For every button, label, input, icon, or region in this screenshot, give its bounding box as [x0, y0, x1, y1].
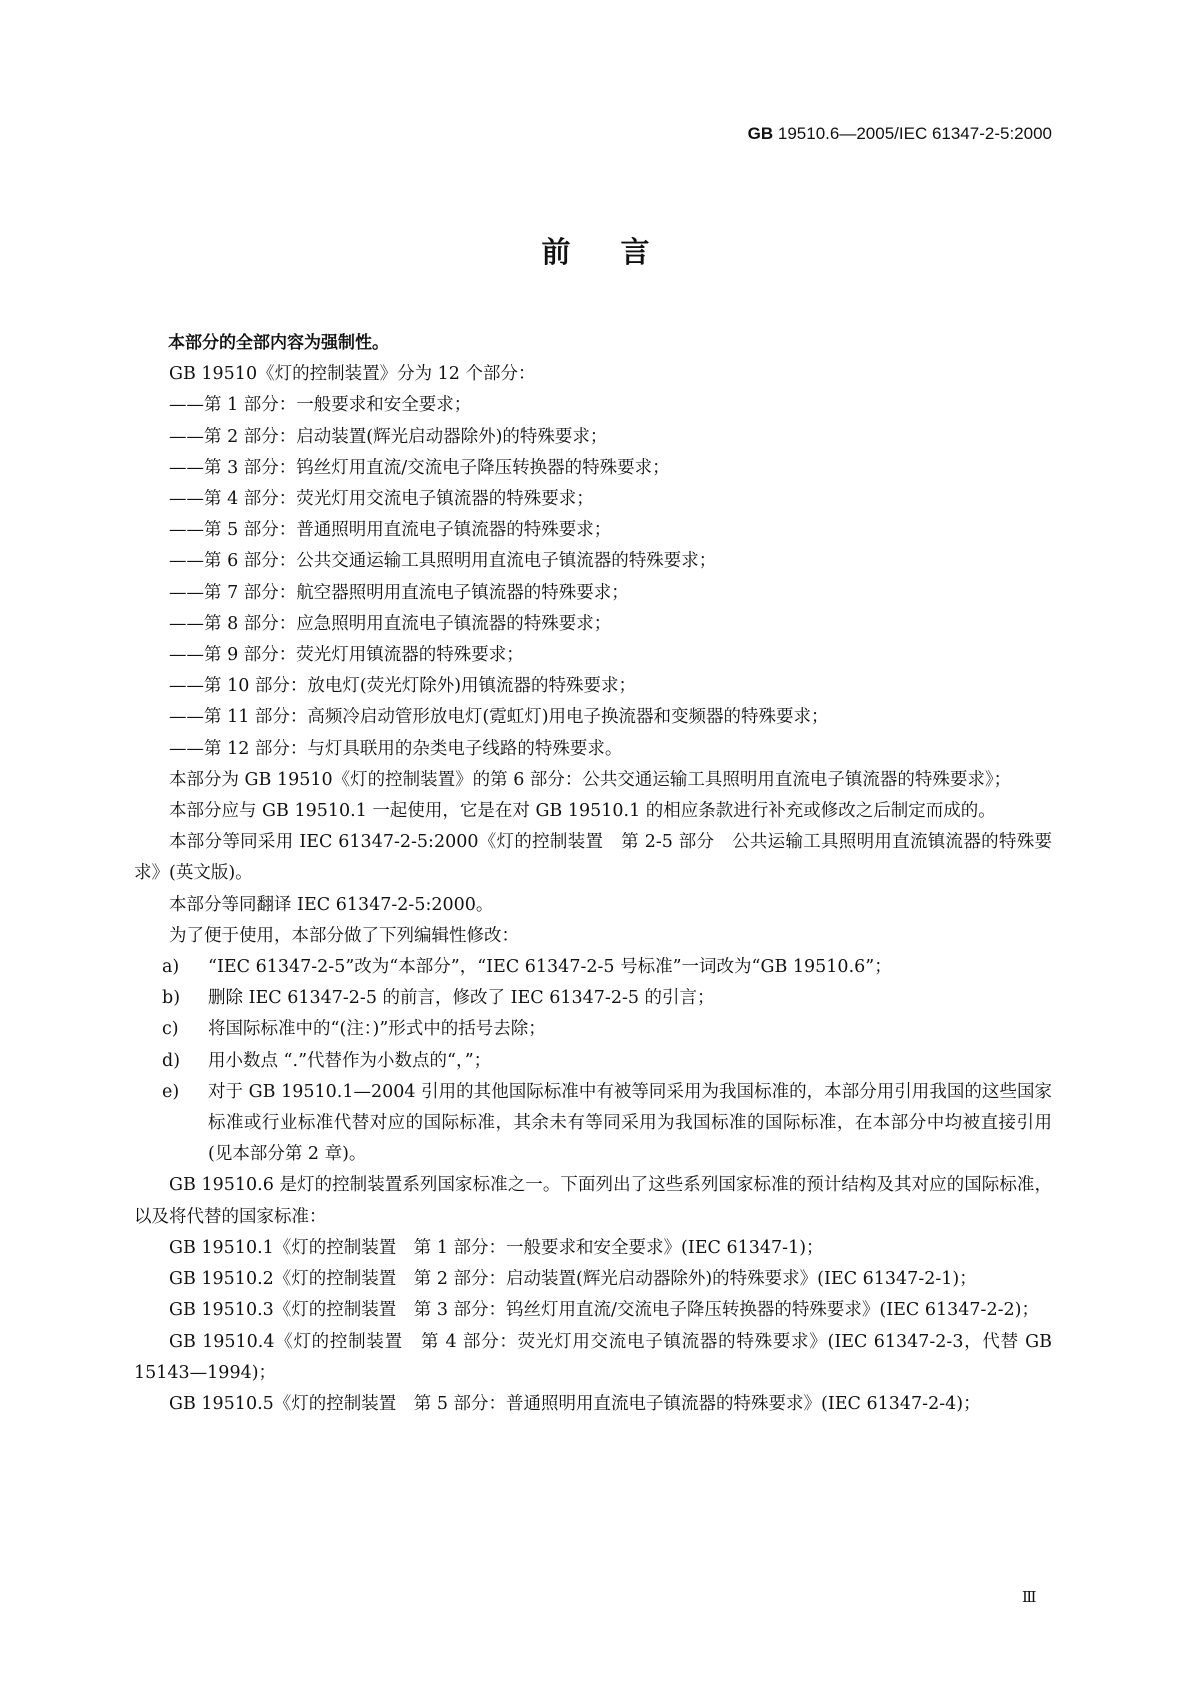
paragraph: 本部分等同翻译 IEC 61347-2-5:2000。: [169, 894, 494, 915]
part-list-item: ——第 4 部分：荧光灯用交流电子镇流器的特殊要求；: [169, 489, 594, 510]
paragraph: 本部分等同采用 IEC 61347-2-5:2000《灯的控制装置 第 2-5 部分 公共运输工具照明用直流镇流器的特殊要求》(英文版)。: [134, 832, 1052, 884]
part-list-item: ——第 11 部分：高频冷启动管形放电灯(霓虹灯)用电子换流器和变频器的特殊要求；: [169, 707, 829, 728]
item-label: d): [162, 1050, 181, 1071]
series-list-item: GB 19510.1《灯的控制装置 第 1 部分：一般要求和安全要求》(IEC 61347-1)；: [169, 1237, 824, 1258]
item-text: 对于 GB 19510.1—2004 引用的其他国际标准中有被等同采用为我国标准的，本部分用引用我国的这些国家标准或行业标准代替对应的国际标准，其余未有等同采用为我国标准的国际标准，在本部分中均被直接引用(见本部分第 2 章)。: [208, 1081, 1052, 1165]
item-label: e): [162, 1081, 180, 1102]
edit-list-item: [134, 1077, 1052, 1171]
intro-paragraph: GB 19510《灯的控制装置》分为 12 个部分：: [169, 364, 536, 385]
edit-list-item: [134, 1046, 1052, 1077]
edit-list-item: [134, 983, 1052, 1014]
item-text: 用小数点 “.”代替作为小数点的“，”；: [208, 1050, 492, 1071]
paragraph: 本部分应与 GB 19510.1 一起使用，它是在对 GB 19510.1 的相应条款进行补充或修改之后制定而成的。: [169, 801, 996, 822]
part-list-item: ——第 9 部分：荧光灯用镇流器的特殊要求；: [169, 645, 524, 666]
series-list-item: GB 19510.4《灯的控制装置 第 4 部分：荧光灯用交流电子镇流器的特殊要求》(IEC 61347-2-3，代替 GB 15143—1994)；: [134, 1331, 1052, 1383]
part-list-item: ——第 3 部分：钨丝灯用直流/交流电子降压转换器的特殊要求；: [169, 457, 670, 478]
part-list-item: ——第 10 部分：放电灯(荧光灯除外)用镇流器的特殊要求；: [169, 676, 637, 697]
part-list-item: ——第 8 部分：应急照明用直流电子镇流器的特殊要求；: [169, 613, 612, 634]
item-label: b): [162, 988, 181, 1009]
paragraph: 本部分为 GB 19510《灯的控制装置》的第 6 部分：公共交通运输工具照明用直流电子镇流器的特殊要求》；: [169, 769, 1012, 790]
document-body: [134, 328, 1052, 1420]
edit-list-item: [134, 1014, 1052, 1045]
series-list-item: GB 19510.2《灯的控制装置 第 2 部分：启动装置(辉光启动器除外)的特殊要求》(IEC 61347-2-1)；: [169, 1269, 977, 1290]
part-list-item: ——第 5 部分：普通照明用直流电子镇流器的特殊要求；: [169, 520, 612, 541]
item-label: c): [162, 1019, 179, 1040]
edit-list-item: [134, 952, 1052, 983]
page-number: Ⅲ: [1022, 1588, 1037, 1606]
series-list-item: GB 19510.3《灯的控制装置 第 3 部分：钨丝灯用直流/交流电子降压转换器的特殊要求》(IEC 61347-2-2)；: [169, 1300, 1039, 1321]
standard-code: 19510.6—2005/IEC 61347-2-5:2000: [777, 124, 1052, 143]
standard-prefix: GB: [747, 124, 774, 143]
page-title: 前言: [541, 235, 700, 269]
part-list-item: ——第 12 部分：与灯具联用的杂类电子线路的特殊要求。: [169, 738, 623, 759]
paragraph: GB 19510.6 是灯的控制装置系列国家标准之一。下面列出了这些系列国家标准的预计结构及其对应的国际标准，以及将代替的国家标准：: [134, 1175, 1052, 1227]
item-text: “IEC 61347-2-5”改为“本部分”，“IEC 61347-2-5 号标准”一词改为“GB 19510.6”；: [208, 957, 892, 978]
page-header: [0, 124, 1052, 144]
item-label: a): [162, 957, 180, 978]
series-list-item: GB 19510.5《灯的控制装置 第 5 部分：普通照明用直流电子镇流器的特殊要求》(IEC 61347-2-4)；: [169, 1393, 981, 1414]
item-text: 删除 IEC 61347-2-5 的前言，修改了 IEC 61347-2-5 的引言；: [208, 988, 715, 1009]
part-list-item: ——第 1 部分：一般要求和安全要求；: [169, 395, 472, 416]
part-list-item: ——第 6 部分：公共交通运输工具照明用直流电子镇流器的特殊要求；: [169, 551, 717, 572]
item-text: 将国际标准中的“(注：)”形式中的括号去除；: [208, 1019, 546, 1040]
part-list-item: ——第 2 部分：启动装置(辉光启动器除外)的特殊要求；: [169, 426, 608, 447]
paragraph: 为了便于使用，本部分做了下列编辑性修改：: [169, 925, 519, 946]
part-list-item: ——第 7 部分：航空器照明用直流电子镇流器的特殊要求；: [169, 582, 629, 603]
mandatory-statement: 本部分的全部内容为强制性。: [168, 333, 389, 353]
